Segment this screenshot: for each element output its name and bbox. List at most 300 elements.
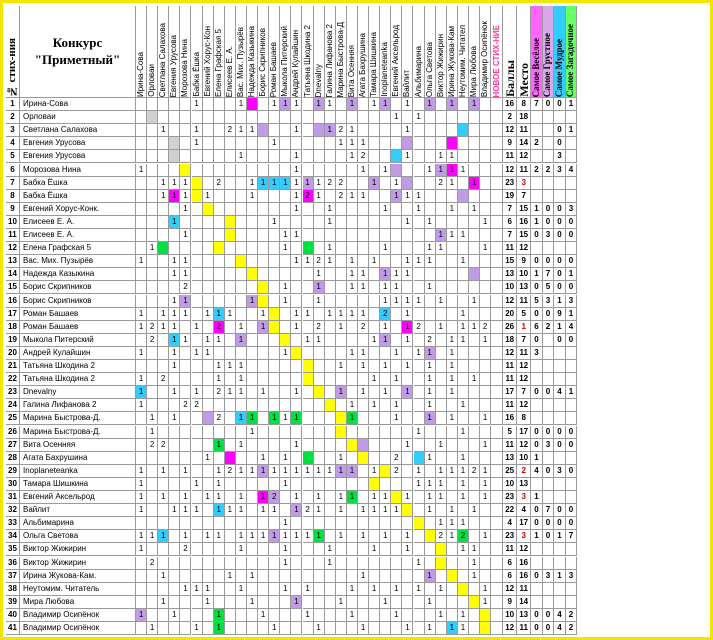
vote-cell — [169, 124, 180, 137]
vote-cell — [469, 190, 480, 203]
vote-cell — [192, 268, 203, 281]
vote-cell — [402, 583, 413, 596]
category-cell — [531, 583, 543, 596]
category-cell — [566, 150, 578, 163]
place-cell: 16 — [517, 216, 531, 229]
vote-cell: 1 — [247, 530, 258, 543]
category-cell: 3 — [543, 229, 555, 242]
vote-cell: 1 — [325, 98, 336, 111]
vote-cell — [291, 347, 302, 360]
vote-cell — [358, 334, 369, 347]
vote-cell — [158, 609, 169, 622]
vote-cell — [158, 478, 169, 491]
vote-cell — [303, 203, 314, 216]
vote-cell: 1 — [480, 242, 491, 255]
vote-cell — [303, 111, 314, 124]
vote-cell: 1 — [180, 190, 191, 203]
vote-cell — [258, 334, 269, 347]
author-header — [147, 6, 158, 98]
vote-cell: 1 — [402, 150, 413, 163]
vote-cell — [158, 583, 169, 596]
row-number: 12 — [6, 242, 20, 255]
vote-cell — [136, 426, 147, 439]
vote-cell — [347, 386, 358, 399]
vote-cell — [369, 281, 380, 294]
vote-cell — [425, 229, 436, 242]
place-header-label: Место — [517, 63, 531, 97]
vote-cell — [236, 426, 247, 439]
vote-cell: 2 — [314, 255, 325, 268]
vote-cell: 1 — [291, 164, 302, 177]
vote-cell: 1 — [380, 321, 391, 334]
category-cell: 0 — [543, 609, 555, 622]
vote-cell — [458, 281, 469, 294]
vote-cell — [147, 570, 158, 583]
vote-cell: 1 — [303, 465, 314, 478]
vote-cell — [136, 557, 147, 570]
vote-cell: 1 — [414, 295, 425, 308]
vote-cell — [136, 412, 147, 425]
vote-cell: 1 — [480, 596, 491, 609]
vote-cell — [158, 557, 169, 570]
place-cell: 8 — [517, 412, 531, 425]
category-cell: 3 — [554, 465, 566, 478]
score-cell: 12 — [503, 124, 517, 137]
vote-cell — [147, 137, 158, 150]
poem-author: Елисеев Е. А. — [20, 229, 136, 242]
vote-cell — [203, 111, 214, 124]
new-poem-cell — [491, 609, 503, 622]
vote-cell: 1 — [280, 465, 291, 478]
vote-cell: 1 — [258, 452, 269, 465]
new-poem-cell — [491, 622, 503, 635]
author-name: Орловаи — [147, 64, 157, 97]
vote-cell: 1 — [425, 399, 436, 412]
vote-cell — [402, 111, 413, 124]
vote-cell — [347, 360, 358, 373]
place-cell: 1 — [517, 321, 531, 334]
vote-cell: 1 — [291, 177, 302, 190]
vote-cell — [469, 609, 480, 622]
vote-cell — [436, 111, 447, 124]
row-number: 30 — [6, 478, 20, 491]
vote-cell — [436, 570, 447, 583]
vote-cell — [414, 124, 425, 137]
vote-cell — [402, 373, 413, 386]
vote-cell: 1 — [192, 583, 203, 596]
vote-cell: 1 — [391, 281, 402, 294]
vote-cell: 1 — [469, 203, 480, 216]
vote-cell: 1 — [214, 504, 225, 517]
vote-cell — [247, 491, 258, 504]
new-poem-cell — [491, 543, 503, 556]
vote-cell: 2 — [147, 439, 158, 452]
vote-cell — [303, 412, 314, 425]
vote-cell: 1 — [369, 373, 380, 386]
author-header — [458, 6, 469, 98]
vote-cell — [425, 203, 436, 216]
vote-cell — [280, 216, 291, 229]
vote-cell — [358, 439, 369, 452]
vote-cell — [414, 281, 425, 294]
vote-cell: 2 — [214, 412, 225, 425]
category-cell — [566, 412, 578, 425]
vote-cell: 2 — [214, 386, 225, 399]
category-cell: 4 — [554, 622, 566, 635]
vote-cell: 1 — [358, 360, 369, 373]
category-cell: 2 — [543, 164, 555, 177]
score-cell: 11 — [503, 242, 517, 255]
new-poem-cell — [491, 465, 503, 478]
vote-cell: 2 — [325, 177, 336, 190]
poem-author: Мира Любова — [20, 596, 136, 609]
vote-cell — [436, 622, 447, 635]
author-header — [447, 6, 458, 98]
vote-cell — [258, 150, 269, 163]
vote-cell: 1 — [147, 426, 158, 439]
vote-cell: 1 — [447, 98, 458, 111]
vote-cell: 1 — [192, 622, 203, 635]
vote-cell — [425, 557, 436, 570]
vote-cell — [280, 570, 291, 583]
vote-cell: 1 — [402, 124, 413, 137]
results-table — [6, 6, 713, 640]
vote-cell — [402, 347, 413, 360]
vote-cell: 2 — [414, 321, 425, 334]
category-header — [566, 6, 578, 98]
vote-cell — [236, 177, 247, 190]
place-cell: 14 — [517, 596, 531, 609]
vote-cell — [214, 242, 225, 255]
vote-cell — [225, 229, 236, 242]
vote-cell: 1 — [269, 137, 280, 150]
vote-cell — [214, 543, 225, 556]
vote-cell — [336, 334, 347, 347]
vote-cell — [269, 164, 280, 177]
vote-cell — [391, 360, 402, 373]
vote-cell: 1 — [214, 439, 225, 452]
vote-cell — [325, 281, 336, 294]
vote-cell: 1 — [480, 491, 491, 504]
vote-cell — [303, 347, 314, 360]
vote-cell: 1 — [347, 190, 358, 203]
vote-cell — [369, 164, 380, 177]
vote-cell: 1 — [436, 321, 447, 334]
category-cell — [554, 543, 566, 556]
author-header — [247, 6, 258, 98]
vote-cell: 1 — [347, 412, 358, 425]
vote-cell — [280, 111, 291, 124]
vote-cell — [458, 124, 469, 137]
vote-cell — [203, 426, 214, 439]
vote-cell: 1 — [225, 360, 236, 373]
vote-cell — [325, 334, 336, 347]
vote-cell: 1 — [347, 399, 358, 412]
vote-cell — [447, 426, 458, 439]
vote-cell — [436, 347, 447, 360]
vote-cell — [425, 517, 436, 530]
vote-cell — [269, 242, 280, 255]
vote-cell — [436, 504, 447, 517]
vote-cell — [380, 465, 391, 478]
vote-cell — [280, 150, 291, 163]
vote-cell — [414, 530, 425, 543]
vote-cell — [169, 399, 180, 412]
vote-cell — [469, 111, 480, 124]
vote-cell — [380, 373, 391, 386]
vote-cell — [480, 308, 491, 321]
vote-cell: 1 — [336, 386, 347, 399]
vote-cell: 2 — [147, 321, 158, 334]
vote-cell — [147, 281, 158, 294]
vote-cell — [391, 164, 402, 177]
row-number: 13 — [6, 255, 20, 268]
vote-cell — [458, 557, 469, 570]
category-cell: 7 — [543, 504, 555, 517]
vote-cell — [425, 583, 436, 596]
vote-cell — [402, 557, 413, 570]
vote-cell — [280, 308, 291, 321]
vote-cell — [269, 268, 280, 281]
vote-cell — [414, 229, 425, 242]
poem-author: Вас. Мих. Пузырёв — [20, 255, 136, 268]
vote-cell — [469, 530, 480, 543]
vote-cell — [303, 229, 314, 242]
vote-cell: 1 — [203, 583, 214, 596]
vote-cell — [325, 439, 336, 452]
vote-cell — [480, 360, 491, 373]
vote-cell: 1 — [291, 229, 302, 242]
vote-cell: 1 — [269, 216, 280, 229]
vote-cell: 2 — [336, 124, 347, 137]
vote-cell: 1 — [169, 295, 180, 308]
vote-cell — [369, 360, 380, 373]
vote-cell: 2 — [158, 439, 169, 452]
category-cell — [554, 412, 566, 425]
vote-cell — [280, 596, 291, 609]
category-cell: 0 — [531, 308, 543, 321]
vote-cell — [325, 386, 336, 399]
vote-cell — [325, 268, 336, 281]
vote-cell: 1 — [402, 360, 413, 373]
vote-cell — [158, 543, 169, 556]
vote-cell — [480, 111, 491, 124]
place-cell: 12 — [517, 242, 531, 255]
vote-cell — [314, 517, 325, 530]
score-cell: 11 — [503, 399, 517, 412]
vote-cell: 2 — [469, 465, 480, 478]
vote-cell: 1 — [425, 242, 436, 255]
score-cell: 10 — [503, 609, 517, 622]
vote-cell — [458, 98, 469, 111]
vote-cell: 1 — [458, 399, 469, 412]
vote-cell: 1 — [336, 137, 347, 150]
vote-cell: 1 — [425, 504, 436, 517]
vote-cell — [314, 229, 325, 242]
vote-cell: 1 — [280, 517, 291, 530]
category-cell: 0 — [554, 268, 566, 281]
vote-cell — [180, 164, 191, 177]
poem-author: Виктор Жижирин — [20, 543, 136, 556]
vote-cell — [225, 412, 236, 425]
vote-cell: 1 — [336, 491, 347, 504]
vote-cell — [336, 164, 347, 177]
row-number: 33 — [6, 517, 20, 530]
vote-cell — [447, 137, 458, 150]
vote-cell — [203, 164, 214, 177]
vote-cell — [380, 543, 391, 556]
vote-cell: 1 — [314, 622, 325, 635]
vote-cell — [402, 281, 413, 294]
vote-cell — [414, 452, 425, 465]
vote-cell — [203, 386, 214, 399]
vote-cell — [425, 530, 436, 543]
author-name: Виктор Жижирин — [435, 33, 445, 97]
vote-cell — [247, 517, 258, 530]
vote-cell: 1 — [425, 386, 436, 399]
author-name: Борис Скрипников — [258, 28, 268, 97]
vote-cell — [336, 583, 347, 596]
score-cell: 12 — [503, 347, 517, 360]
vote-cell — [336, 229, 347, 242]
vote-cell — [458, 570, 469, 583]
vote-cell: 1 — [236, 530, 247, 543]
category-cell — [543, 557, 555, 570]
place-cell: 12 — [517, 399, 531, 412]
vote-cell — [436, 268, 447, 281]
vote-cell: 2 — [147, 334, 158, 347]
place-cell: 17 — [517, 426, 531, 439]
place-cell: 14 — [517, 137, 531, 150]
vote-cell — [147, 517, 158, 530]
author-header — [236, 6, 247, 98]
vote-cell: 1 — [136, 347, 147, 360]
category-cell: 5 — [531, 295, 543, 308]
vote-cell — [369, 452, 380, 465]
vote-cell: 1 — [458, 609, 469, 622]
vote-cell: 1 — [314, 177, 325, 190]
vote-cell — [203, 465, 214, 478]
vote-cell — [391, 439, 402, 452]
vote-cell: 1 — [425, 98, 436, 111]
vote-cell: 1 — [236, 439, 247, 452]
category-cell — [543, 583, 555, 596]
vote-cell — [192, 439, 203, 452]
row-number: 1 — [6, 98, 20, 111]
vote-cell — [247, 334, 258, 347]
vote-cell — [380, 412, 391, 425]
vote-cell: 1 — [280, 177, 291, 190]
vote-cell: 1 — [480, 334, 491, 347]
vote-cell: 2 — [269, 491, 280, 504]
vote-cell: 1 — [458, 334, 469, 347]
vote-cell — [402, 465, 413, 478]
vote-cell — [225, 137, 236, 150]
vote-cell — [369, 268, 380, 281]
vote-cell — [203, 321, 214, 334]
vote-cell — [358, 111, 369, 124]
vote-cell: 1 — [458, 543, 469, 556]
vote-cell — [325, 137, 336, 150]
vote-cell — [303, 517, 314, 530]
vote-cell — [347, 321, 358, 334]
vote-cell — [269, 190, 280, 203]
vote-cell — [225, 177, 236, 190]
category-cell: 4 — [554, 386, 566, 399]
vote-cell — [203, 399, 214, 412]
vote-cell — [369, 321, 380, 334]
vote-cell — [192, 609, 203, 622]
vote-cell — [158, 150, 169, 163]
vote-cell — [192, 360, 203, 373]
vote-cell — [147, 229, 158, 242]
vote-cell — [369, 609, 380, 622]
vote-cell — [247, 98, 258, 111]
vote-cell — [380, 216, 391, 229]
poem-author: Андрей Кулайшин — [20, 347, 136, 360]
vote-cell: 1 — [236, 150, 247, 163]
vote-cell — [214, 517, 225, 530]
vote-cell — [469, 334, 480, 347]
category-cell — [543, 452, 555, 465]
vote-cell — [303, 124, 314, 137]
vote-cell: 1 — [180, 295, 191, 308]
score-cell: 9 — [503, 137, 517, 150]
vote-cell — [358, 242, 369, 255]
vote-cell — [380, 609, 391, 622]
vote-cell — [203, 622, 214, 635]
category-cell — [543, 137, 555, 150]
vote-cell — [247, 478, 258, 491]
category-cell — [554, 399, 566, 412]
vote-cell — [147, 164, 158, 177]
vote-cell — [192, 281, 203, 294]
vote-cell — [347, 439, 358, 452]
score-cell: 11 — [503, 150, 517, 163]
vote-cell — [291, 543, 302, 556]
vote-cell — [203, 281, 214, 294]
vote-cell — [269, 321, 280, 334]
vote-cell — [325, 491, 336, 504]
vote-cell — [214, 557, 225, 570]
author-header — [436, 6, 447, 98]
vote-cell — [203, 412, 214, 425]
vote-cell — [447, 216, 458, 229]
vote-cell: 1 — [280, 543, 291, 556]
vote-cell — [225, 557, 236, 570]
vote-cell: 1 — [347, 491, 358, 504]
new-poem-cell — [491, 557, 503, 570]
author-header — [369, 6, 380, 98]
vote-cell — [147, 268, 158, 281]
vote-cell — [136, 596, 147, 609]
vote-cell — [336, 347, 347, 360]
place-cell: 7 — [517, 190, 531, 203]
vote-cell — [402, 412, 413, 425]
vote-cell — [203, 98, 214, 111]
vote-cell — [169, 452, 180, 465]
vote-cell — [480, 150, 491, 163]
vote-cell — [169, 426, 180, 439]
category-cell: 0 — [554, 98, 566, 111]
vote-cell — [291, 609, 302, 622]
vote-cell: 1 — [314, 281, 325, 294]
vote-cell — [225, 203, 236, 216]
poem-author: Бабка Ёшка — [20, 177, 136, 190]
vote-cell — [436, 334, 447, 347]
vote-cell: 1 — [258, 465, 269, 478]
score-cell: 13 — [503, 268, 517, 281]
